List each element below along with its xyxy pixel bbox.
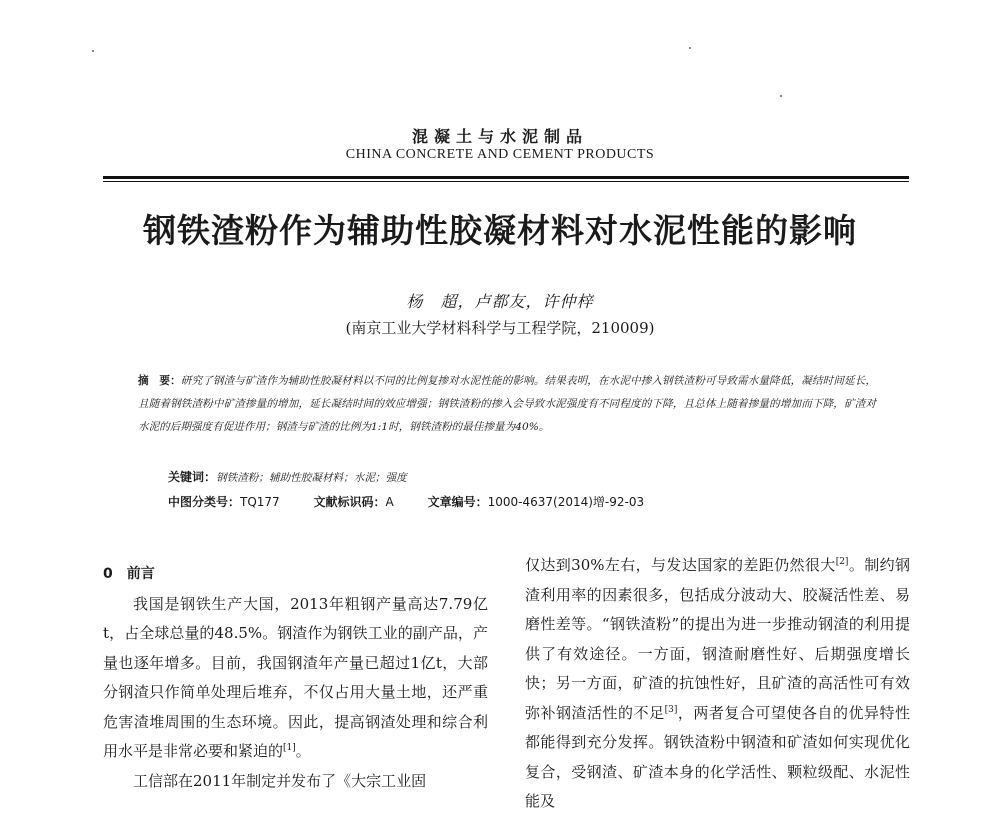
keywords bbox=[168, 468, 407, 485]
doc-code-value: A bbox=[385, 495, 394, 509]
article-authors: 杨 超，卢都友，许仲梓 bbox=[406, 292, 594, 311]
paragraph-text: 。 bbox=[295, 742, 311, 760]
abstract bbox=[138, 370, 876, 439]
journal-name-cn: 混凝土与水泥制品 bbox=[411, 127, 588, 146]
reference-marker: [1] bbox=[283, 743, 296, 753]
reference-marker: [2] bbox=[835, 557, 849, 567]
section-heading: 0 前言 bbox=[103, 566, 155, 582]
scan-speck bbox=[780, 95, 782, 97]
scan-speck bbox=[92, 50, 94, 52]
classification-line bbox=[168, 493, 674, 510]
paragraph-text: 。制约钢渣利用率的因素很多，包括成分波动大、胶凝活性差、易磨性差等。“钢铁渣粉”的提出为进一步推动钢渣的利用提供了有效途径。一方面，钢渣耐磨性好、后期强度增长快；另一方面，矿渣的抗蚀性好，且矿渣的高活性可有效弥补钢渣活性的不足 bbox=[525, 556, 910, 722]
doc-code-label: 文献标识码： bbox=[313, 495, 386, 509]
scan-speck bbox=[689, 47, 691, 49]
header-rule-thick bbox=[103, 176, 909, 179]
body-paragraph: 工信部在2011年制定并发布了《大宗工业固 bbox=[133, 771, 427, 790]
reference-marker: [3] bbox=[664, 704, 678, 715]
journal-name-en: CHINA CONCRETE AND CEMENT PRODUCTS bbox=[345, 147, 655, 162]
article-no-label: 文章编号： bbox=[427, 495, 488, 509]
body-paragraph bbox=[103, 590, 488, 767]
paragraph-text: 我国是钢铁生产大国，2013年粗钢产量高达7.79亿t，占全球总量的48.5%。钢渣作为钢铁工业的副产品，产量也逐年增多。目前，我国钢渣年产量已超过1亿t，大部分钢渣只作简单处理后堆弃，不仅占用大量土地，还严重危害渣堆周围的生态环境。因此，提高钢渣处理和综合利用水平是非常必要和紧迫的 bbox=[103, 594, 488, 760]
header-rule-thin bbox=[103, 181, 909, 182]
body-paragraph bbox=[525, 551, 910, 817]
abstract-text: 研究了钢渣与矿渣作为辅助性胶凝材料以不同的比例复掺对水泥性能的影响。结果表明，在水泥中掺入钢铁渣粉可导致需水量降低，凝结时间延长，且随着钢铁渣粉中矿渣掺量的增加，延长凝结时间的效应增强；钢铁渣粉的掺入会导致水泥强度有不同程度的下降，且总体上随着掺量的增加而下降，矿渣对水泥的后期强度有促进作用；钢渣与矿渣的比例为1:1时，钢铁渣粉的最佳掺量为40%。 bbox=[138, 375, 877, 433]
clc-value: TQ177 bbox=[240, 495, 280, 509]
body-column-right bbox=[525, 551, 910, 817]
article-affiliation: (南京工业大学材料科学与工程学院，210009) bbox=[345, 319, 655, 337]
body-column-left bbox=[103, 560, 488, 796]
clc-label: 中图分类号： bbox=[168, 495, 241, 509]
paragraph-text: ，两者复合可望使各自的优异特性都能得到充分发挥。钢铁渣粉中钢渣和矿渣如何实现优化复合，受钢渣、矿渣本身的化学活性、颗粒级配、水泥性能及 bbox=[525, 703, 910, 810]
abstract-label: 摘 要： bbox=[138, 375, 181, 387]
keywords-label: 关键词： bbox=[168, 470, 217, 484]
paragraph-text: 仅达到30%左右，与发达国家的差距仍然很大 bbox=[525, 556, 836, 574]
keywords-text: 钢铁渣粉；辅助性胶凝材料；水泥；强度 bbox=[216, 472, 407, 484]
article-no-value: 1000-4637(2014)增-92-03 bbox=[487, 495, 645, 509]
article-title: 钢铁渣粉作为辅助性胶凝材料对水泥性能的影响 bbox=[143, 211, 857, 250]
